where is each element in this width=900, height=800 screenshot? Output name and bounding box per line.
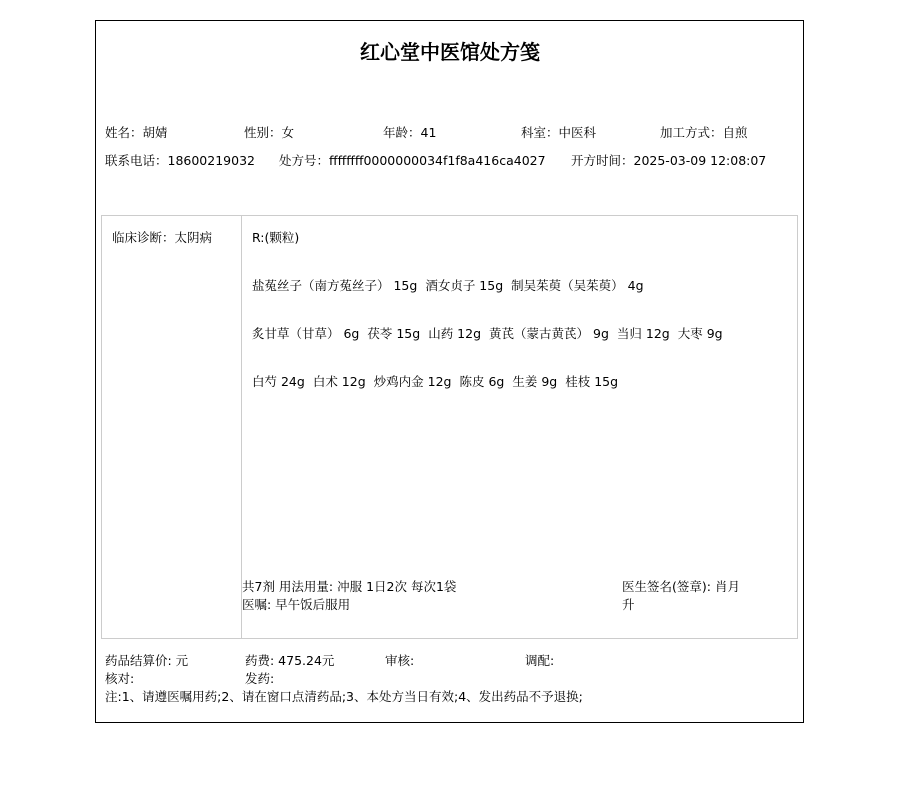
patient-name: 姓名：胡婧: [105, 125, 168, 140]
herb-item: 盐菟丝子（南方菟丝子） 15g: [252, 278, 418, 293]
prescription-time: 开方时间：2025-03-09 12:08:07: [571, 153, 767, 168]
doctor-advice: 医嘱: 早午饭后服用: [242, 597, 351, 612]
column-divider: [241, 215, 242, 639]
review-field: 审核:: [385, 653, 415, 668]
herb-item: 酒女贞子 15g: [425, 278, 504, 293]
herb-line: [252, 276, 652, 294]
herb-item: 制吴茱萸（吴茱萸） 4g: [511, 278, 644, 293]
drug-fee: 药费: 475.24元: [245, 653, 335, 668]
herb-line: [252, 372, 626, 390]
dosage-instructions: 共7剂 用法用量: 冲服 1日2次 每次1袋: [242, 579, 457, 594]
herb-item: 大枣 9g: [677, 326, 723, 341]
herb-item: 茯苓 15g: [367, 326, 421, 341]
patient-phone: 联系电话：18600219032: [105, 153, 255, 168]
herb-item: 陈皮 6g: [459, 374, 505, 389]
processing-method: 加工方式：自煎: [660, 125, 748, 140]
herb-item: 山药 12g: [428, 326, 482, 341]
herb-item: 白芍 24g: [252, 374, 305, 389]
settlement-price: 药品结算价: 元: [105, 653, 189, 668]
check-field: 核对:: [105, 671, 135, 686]
patient-gender: 性别：女: [244, 125, 295, 140]
herb-item: 炒鸡内金 12g: [373, 374, 452, 389]
patient-department: 科室：中医科: [521, 125, 597, 140]
herb-item: 炙甘草（甘草） 6g: [252, 326, 360, 341]
page-title: 红心堂中医馆处方笺: [360, 40, 540, 64]
herb-item: 黄芪（蒙古黄芪） 9g: [489, 326, 609, 341]
herb-line: [252, 324, 731, 342]
doctor-signature-cont: 升: [622, 597, 635, 612]
footer-note: 注:1、请遵医嘱用药;2、请在窗口点清药品;3、本处方当日有效;4、发出药品不予退换;: [105, 689, 583, 704]
herb-item: 白术 12g: [312, 374, 366, 389]
herb-item: 桂枝 15g: [565, 374, 619, 389]
dispense-field: 调配:: [525, 653, 555, 668]
doctor-signature: 医生签名(签章): 肖月: [622, 579, 740, 594]
issue-field: 发药:: [245, 671, 275, 686]
rx-label: R:(颗粒): [252, 230, 300, 245]
clinical-diagnosis: 临床诊断：太阴病: [112, 230, 213, 245]
herb-item: 当归 12g: [616, 326, 670, 341]
patient-age: 年龄：41: [383, 125, 437, 140]
herb-item: 生姜 9g: [512, 374, 558, 389]
prescription-number: 处方号：ffffffff0000000034f1f8a416ca4027: [279, 153, 546, 168]
